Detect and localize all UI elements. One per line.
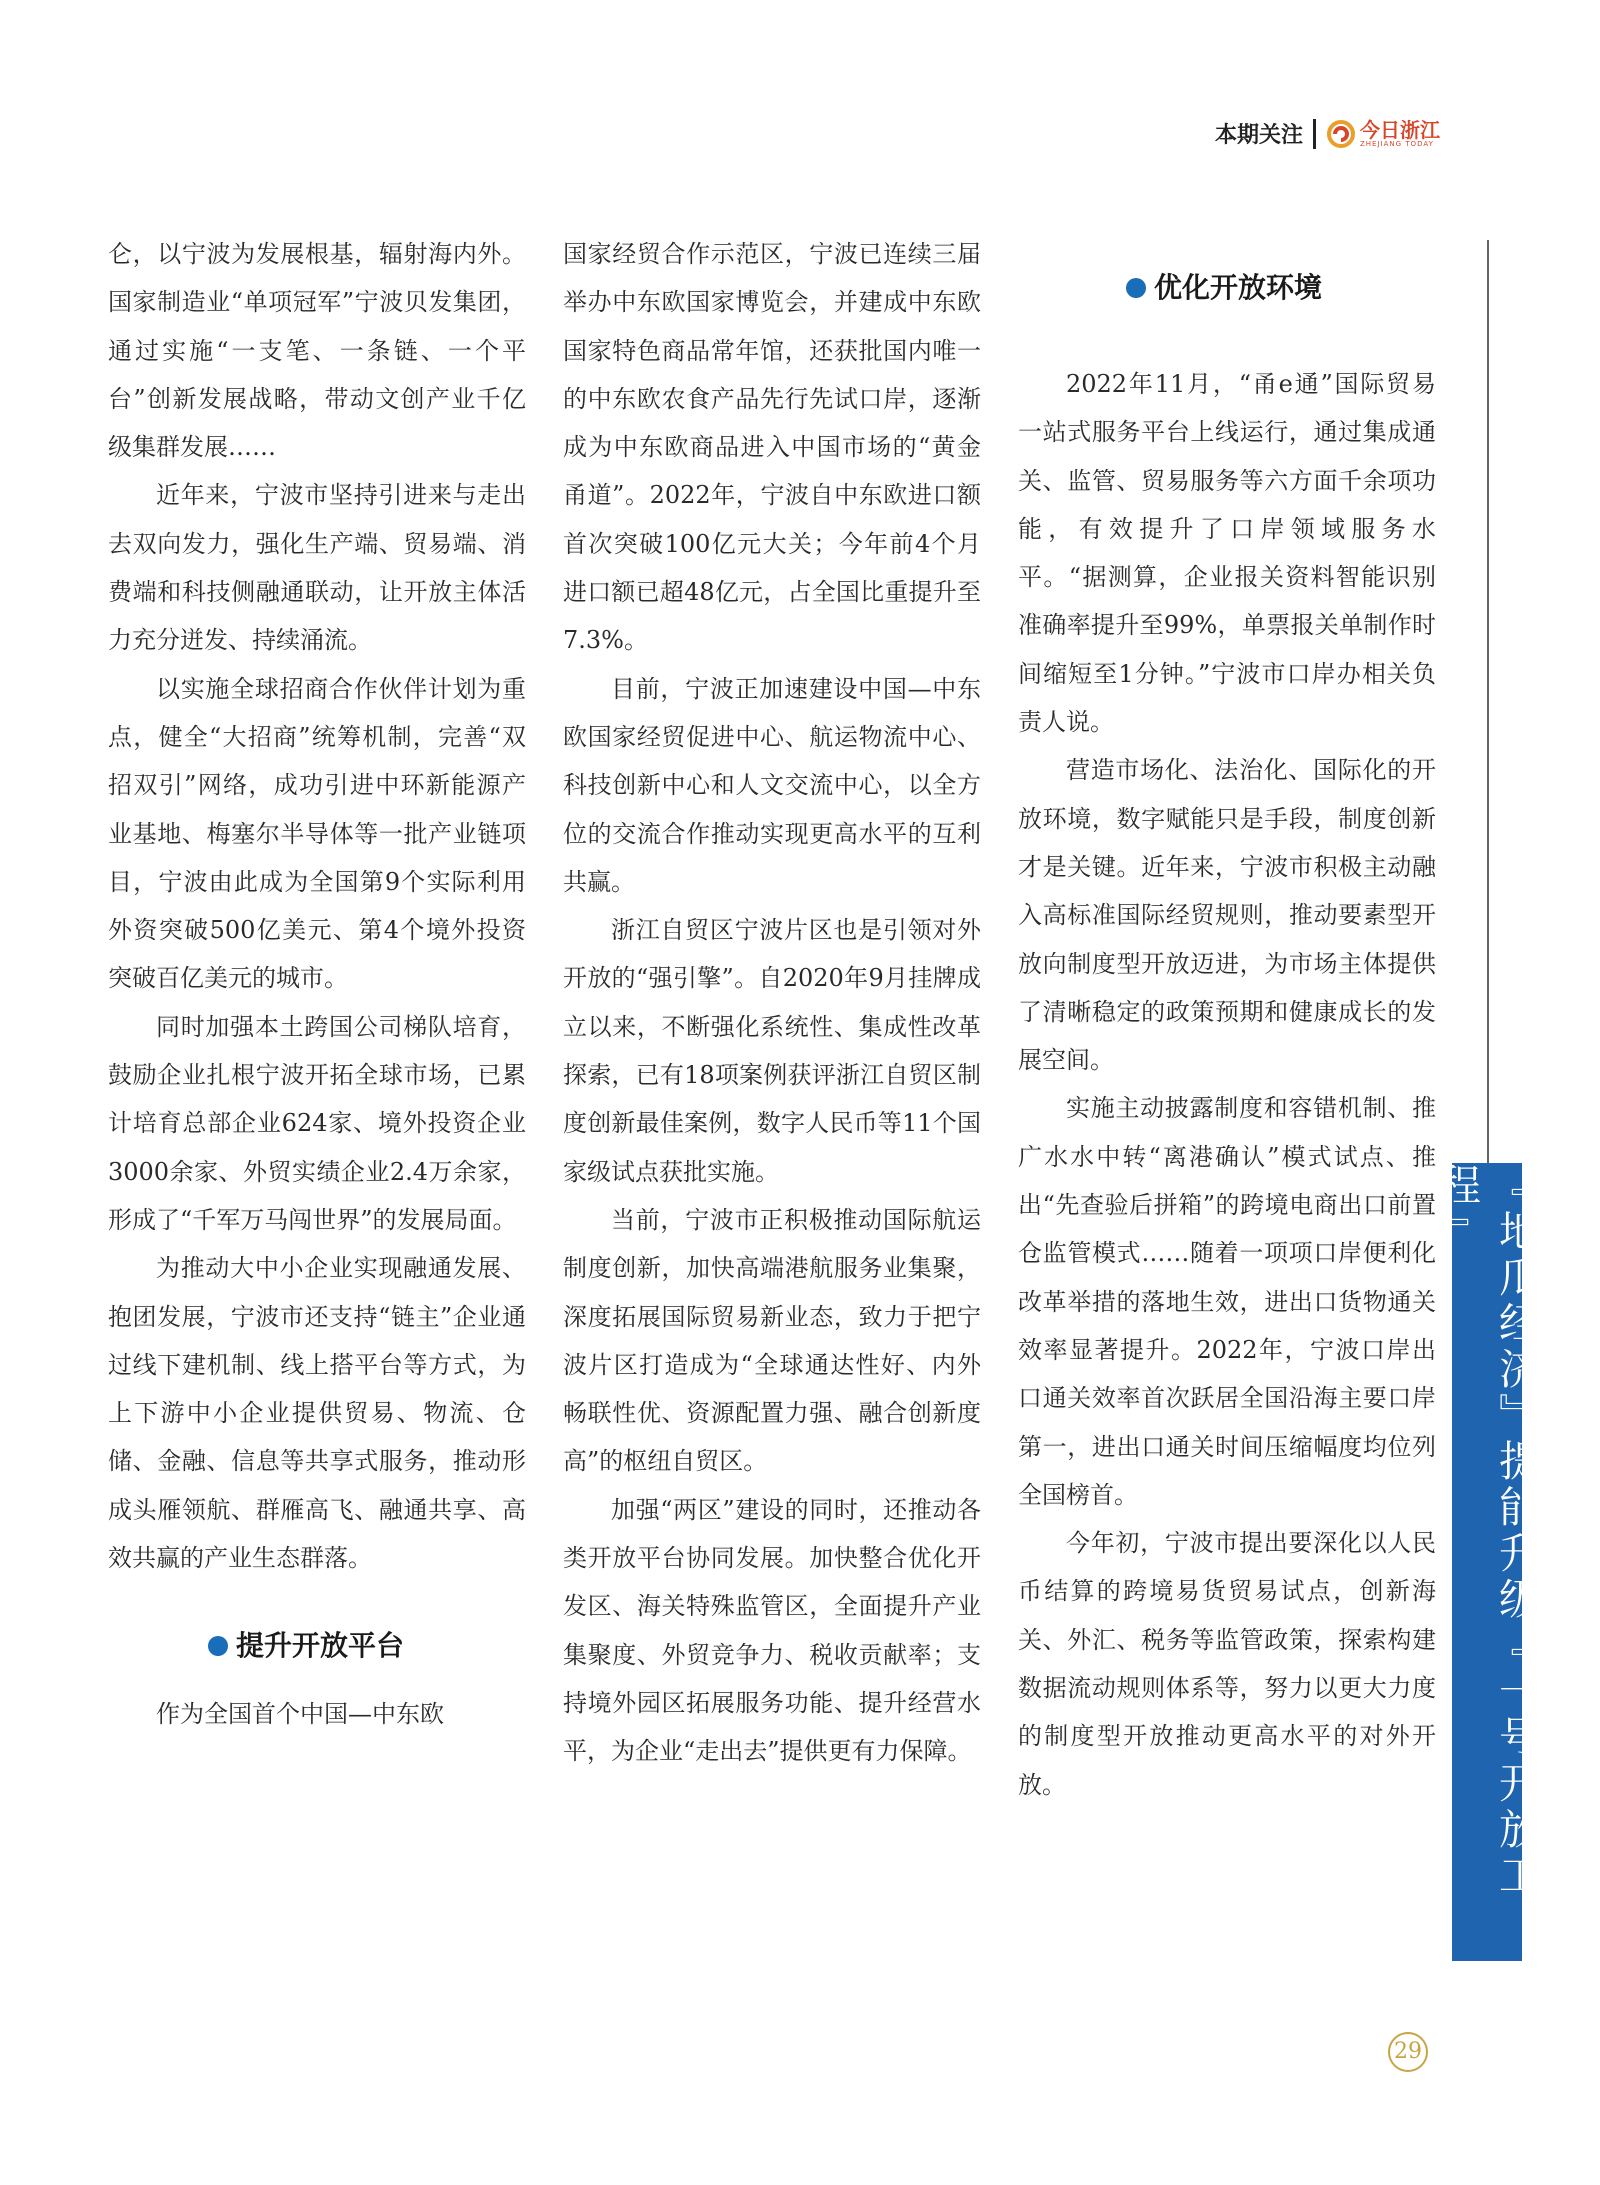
paragraph: 当前，宁波市正积极推动国际航运制度创新，加快高端港航服务业集聚，深度拓展国际贸易新业态，致力于把宁波片区打造成为“全球通达性好、内外畅联性优、资源配置力强、融合创新度高”的枢纽自贸区。 <box>563 1205 981 1476</box>
side-rule <box>1487 240 1489 1165</box>
page-number: 29 <box>1388 2032 1428 2072</box>
paragraph: 为推动大中小企业实现融通发展、抱团发展，宁波市还支持“链主”企业通过线下建机制、线上搭平台等方式，为上下游中小企业提供贸易、物流、仓储、金融、信息等共享式服务，推动形成头雁领航、群雁高飞、融通共享、高效共赢的产业生态群落。 <box>108 1254 526 1573</box>
paragraph: 近年来，宁波市坚持引进来与走出去双向发力，强化生产端、贸易端、消费端和科技侧融通联动，让开放主体活力充分迸发、持续涌流。 <box>108 481 526 655</box>
paragraph: 浙江自贸区宁波片区也是引领对外开放的“强引擎”。自2020年9月挂牌成立以来，不断强化系统性、集成性改革探索，已有18项案例获评浙江自贸区制度创新最佳案例，数字人民币等11个国家级试点获批实施。 <box>563 916 981 1186</box>
paragraph: 以实施全球招商合作伙伴计划为重点，健全“大招商”统筹机制，完善“双招双引”网络，成功引进中环新能源产业基地、梅塞尔半导体等一批产业链项目，宁波由此成为全国第9个实际利用外资突破500亿美元、第4个境外投资突破百亿美元的城市。 <box>108 674 526 993</box>
bullet-dot-icon <box>1126 278 1146 298</box>
section-heading-text: 提升开放平台 <box>236 1629 405 1663</box>
paragraph: 同时加强本土跨国公司梯队培育，鼓励企业扎根宁波开拓全球市场，已累计培育总部企业624家、境外投资企业3000余家、外贸实绩企业2.4万余家，形成了“千军万马闯世界”的发展局面。 <box>108 1012 526 1234</box>
paragraph: 加强“两区”建设的同时，还推动各类开放平台协同发展。加快整合优化开发区、海关特殊监管区，全面提升产业集聚度、外贸竞争力、税收贡献率；支持境外园区拓展服务功能、提升经营水平，为企业“走出去”提供更有力保障。 <box>563 1495 981 1766</box>
paragraph: 国家经贸合作示范区，宁波已连续三届举办中东欧国家博览会，并建成中东欧国家特色商品常年馆，还获批国内唯一的中东欧农食产品先行先试口岸，逐渐成为中东欧商品进入中国市场的“黄金甬道”。2022年，宁波自中东欧进口额首次突破100亿元大关；今年前4个月进口额已超48亿元，占全国比重提升至7.3%。 <box>563 240 981 655</box>
paragraph: 目前，宁波正加速建设中国—中东欧国家经贸促进中心、航运物流中心、科技创新中心和人文交流中心，以全方位的交流合作推动实现更高水平的互利共赢。 <box>563 674 981 896</box>
paragraph: 营造市场化、法治化、国际化的开放环境，数字赋能只是手段，制度创新才是关键。近年来，宁波市积极主动融入高标准国际经贸规则，推动要素型开放向制度型开放迈进，为市场主体提供了清晰稳定的政策预期和健康成长的发展空间。 <box>1018 756 1436 1075</box>
column-3 <box>1018 230 1436 1809</box>
brand-name: 今日浙江 <box>1360 117 1440 142</box>
paragraph: 实施主动披露制度和容错机制、推广水水中转“离港确认”模式试点、推出“先查验后拼箱”的跨境电商出口前置仓监管模式……随着一项项口岸便利化改革举措的落地生效，进出口货物通关效率显著提升。2022年，宁波口岸出口通关效率首次跃居全国沿海主要口岸第一，进出口通关时间压缩幅度均位列全国榜首。 <box>1018 1094 1436 1509</box>
column-1 <box>108 230 526 1739</box>
side-banner-text: 『地瓜经济』提能升级『一号开放工程』 <box>1433 1163 1542 1899</box>
paragraph: 仑，以宁波为发展根基，辐射海内外。国家制造业“单项冠军”宁波贝发集团，通过实施“一支笔、一条链、一个平台”创新发展战略，带动文创产业千亿级集群发展…… <box>108 240 526 462</box>
swirl-logo-icon <box>1326 119 1356 149</box>
page-header <box>1215 118 1440 149</box>
bullet-dot-icon <box>208 1636 228 1656</box>
paragraph: 作为全国首个中国—中东欧 <box>156 1700 444 1729</box>
column-2 <box>563 230 981 1776</box>
paragraph: 今年初，宁波市提出要深化以人民币结算的跨境易货贸易试点，创新海关、外汇、税务等监管政策，探索构建数据流动规则体系等，努力以更大力度的制度型开放推动更高水平的对外开放。 <box>1018 1529 1436 1799</box>
paragraph: 2022年11月，“甬e通”国际贸易一站式服务平台上线运行，通过集成通关、监管、贸易服务等六方面千余项功能，有效提升了口岸领域服务水平。“据测算，企业报关资料智能识别准确率提升至99%，单票报关单制作时间缩短至1分钟。”宁波市口岸办相关负责人说。 <box>1018 370 1436 737</box>
header-divider <box>1313 119 1316 149</box>
section-heading <box>1126 268 1436 308</box>
side-banner <box>1433 1163 1542 1961</box>
section-heading-text: 优化开放环境 <box>1154 270 1323 304</box>
brand-subtitle: ZHEJIANG TODAY <box>1360 139 1434 148</box>
brand-logo <box>1326 119 1440 149</box>
section-heading <box>208 1616 526 1676</box>
section-label: 本期关注 <box>1214 123 1303 148</box>
